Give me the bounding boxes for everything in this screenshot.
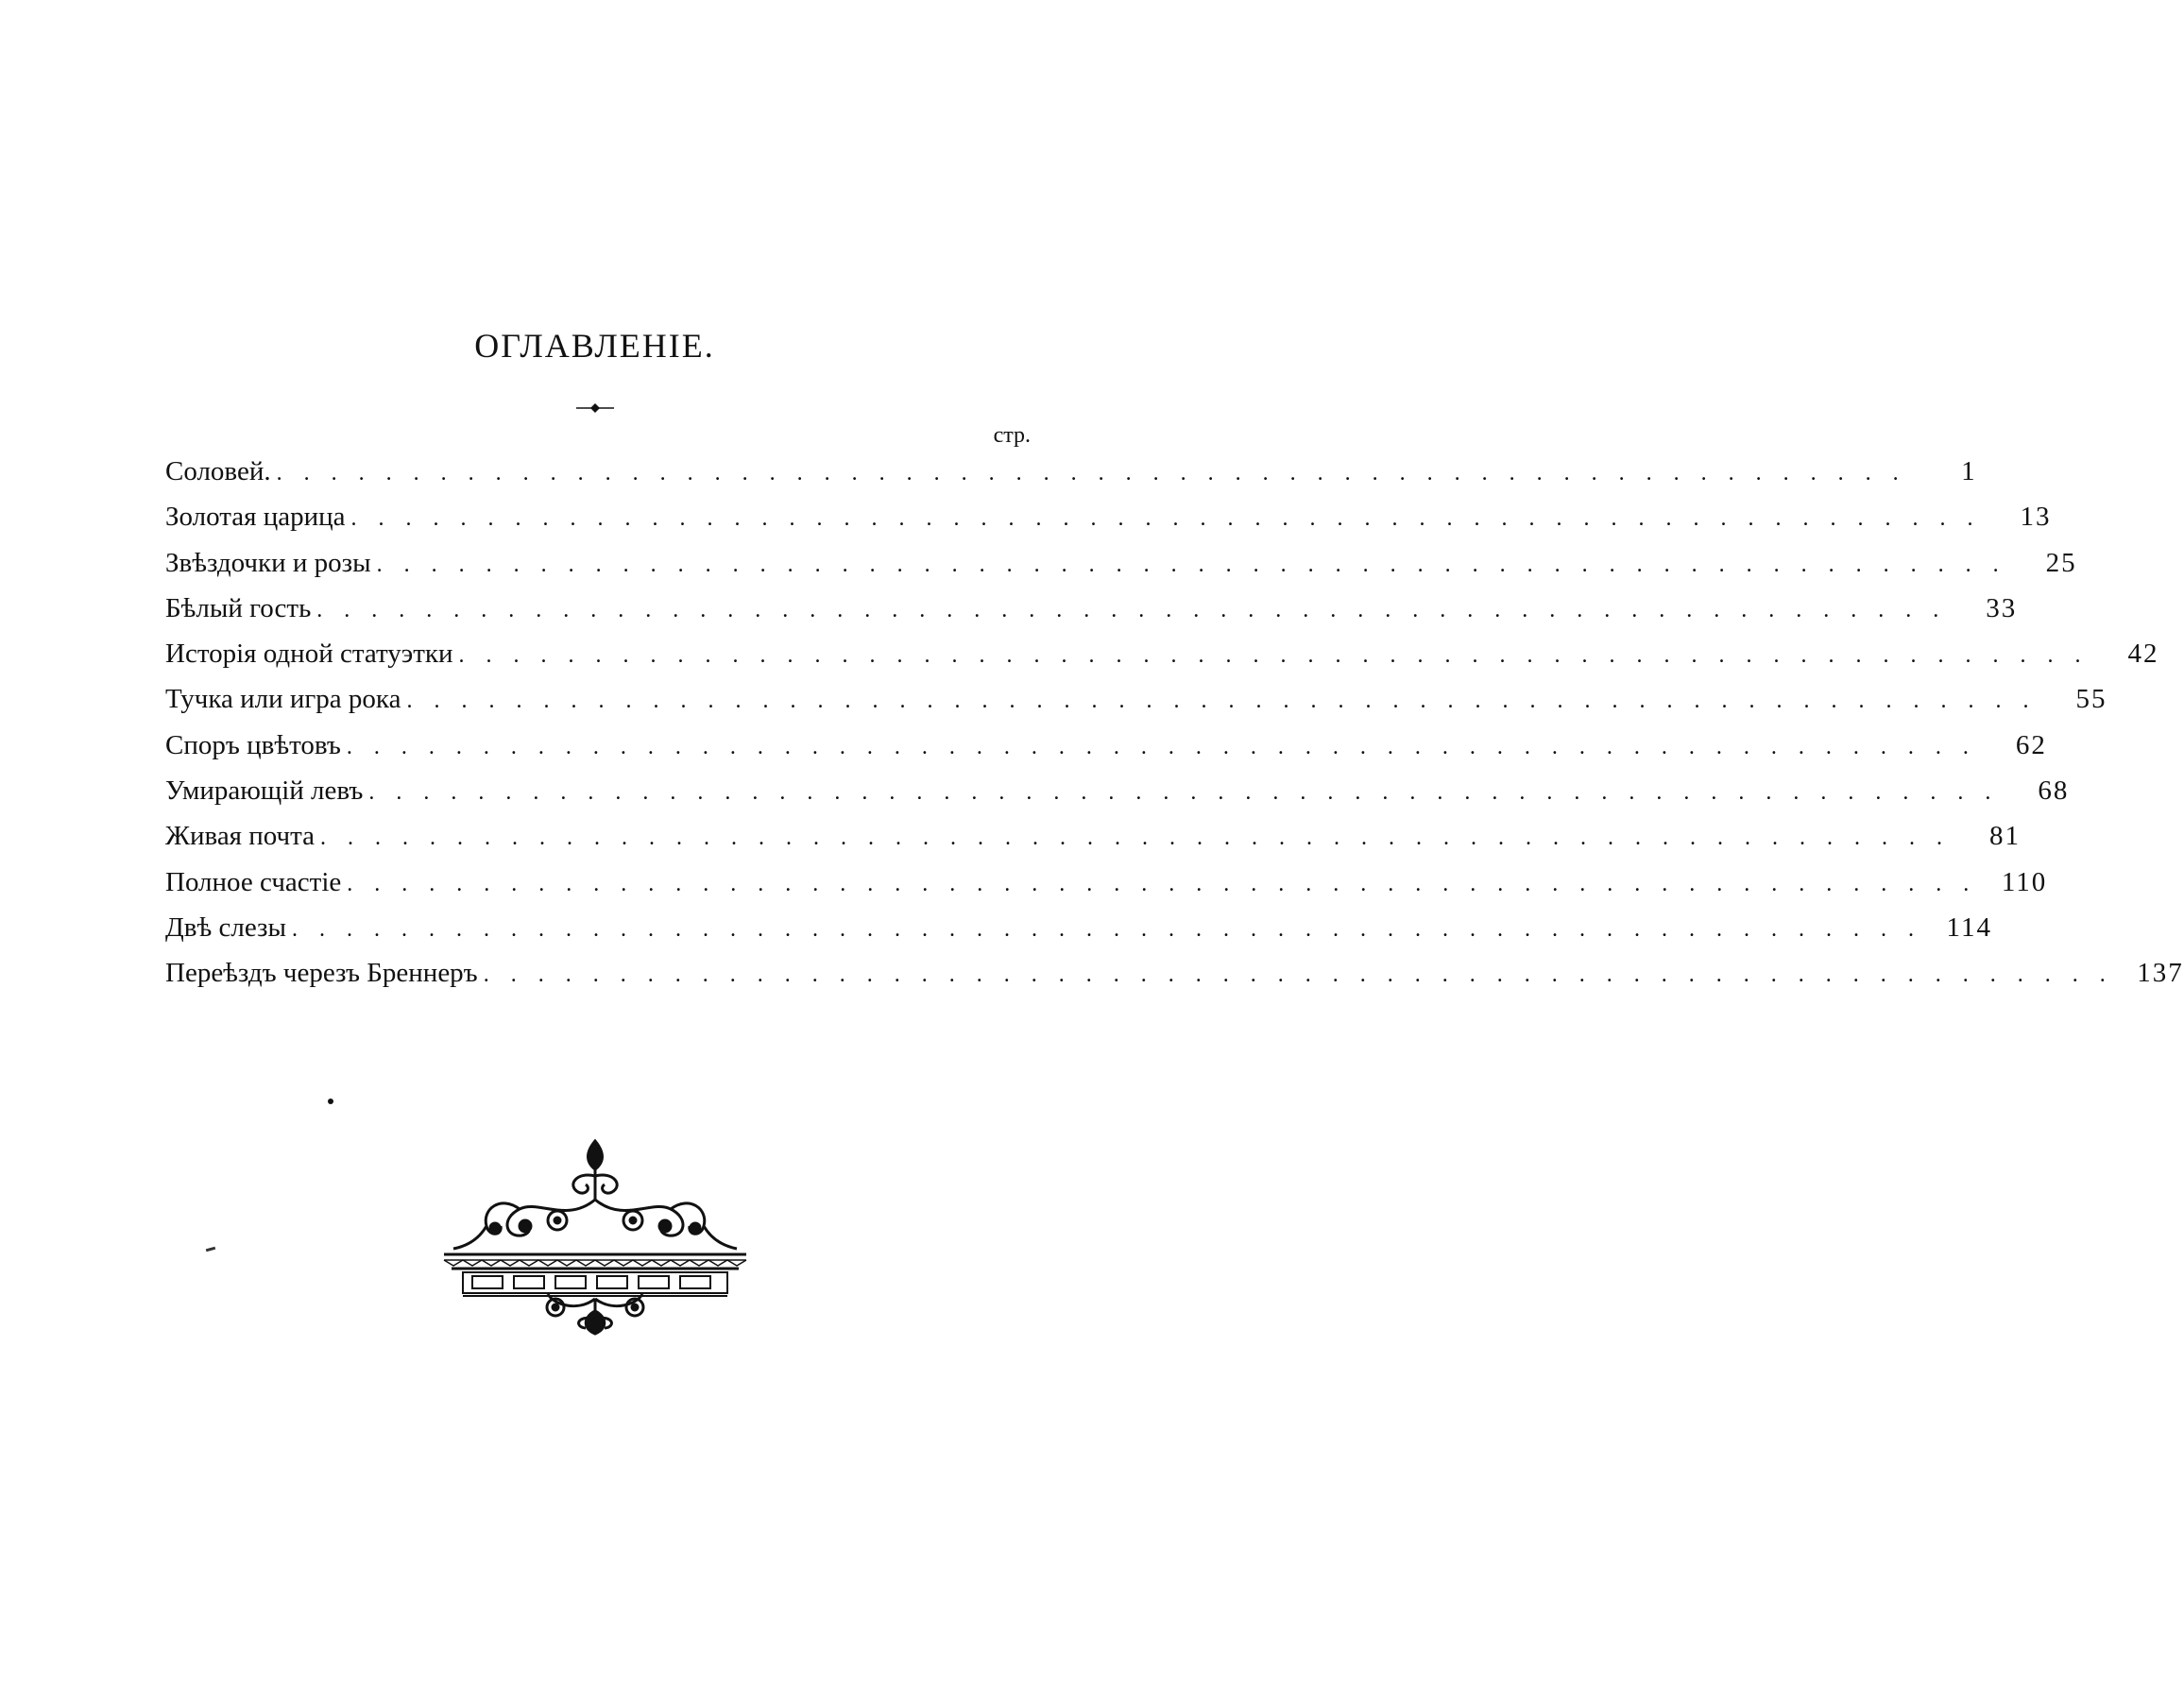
dot-leader: ............................................................ — [291, 916, 1936, 942]
toc-entry-title: Исторія одной статуэтки — [165, 639, 453, 670]
dot-leader: ............................................................ — [347, 871, 1991, 896]
page-title: ОГЛАВЛЕНІЕ. — [474, 327, 715, 365]
toc-entry-page-number: 81 — [1989, 821, 2022, 852]
toc-entry-title: Двѣ слезы — [165, 912, 286, 943]
toc-entry-title: Тучка или игра рока — [165, 684, 401, 715]
dot-leader: ............................................................ — [458, 643, 2103, 669]
toc-entry — [165, 821, 2022, 866]
table-of-contents — [165, 456, 2184, 1004]
dot-leader: ............................................................ — [320, 826, 1965, 851]
dot-leader: ............................................................ — [406, 689, 2051, 714]
dot-leader: ............................................................ — [346, 734, 1990, 759]
dot-leader: ............................................................ — [316, 597, 1961, 622]
toc-entry-title: Соловей. — [165, 456, 271, 486]
toc-entry-page-number: 62 — [2015, 729, 2047, 760]
toc-entry — [165, 958, 2184, 1003]
ink-mark — [206, 1247, 215, 1252]
dot-leader: ............................................................ — [276, 461, 1920, 486]
toc-entry-title: Звѣздочки и розы — [165, 547, 371, 578]
toc-entry-page-number: 110 — [2001, 866, 2048, 897]
toc-entry-title: Живая почта — [165, 821, 316, 852]
toc-entry — [165, 592, 2018, 639]
toc-entry-title: Золотая царица — [165, 502, 346, 533]
toc-entry — [165, 912, 1992, 958]
diamond-dash-ornament-icon — [576, 402, 614, 414]
toc-entry-page-number: 114 — [1946, 912, 1992, 943]
toc-entry — [165, 684, 2107, 729]
toc-entry — [165, 639, 2159, 684]
toc-entry-page-number: 25 — [2045, 547, 2077, 578]
toc-entry — [165, 729, 2047, 775]
toc-entry — [165, 456, 1977, 502]
toc-entry-title: Переѣздъ черезъ Бреннеръ — [165, 958, 478, 989]
toc-entry — [165, 866, 2048, 912]
toc-entry-page-number: 55 — [2075, 684, 2107, 715]
toc-entry-page-number: 1 — [1961, 456, 1977, 486]
toc-entry — [165, 547, 2077, 593]
toc-entry — [165, 502, 2052, 547]
dot-leader: ............................................................ — [350, 506, 1995, 532]
ink-speck — [328, 1099, 333, 1104]
dot-leader: ............................................................ — [376, 552, 2021, 577]
dot-leader: ............................................................ — [483, 963, 2127, 988]
toc-entry-page-number: 137 — [2137, 958, 2184, 989]
toc-entry-title: Умирающій левъ — [165, 775, 364, 807]
page-column-label: стр. — [993, 423, 1031, 448]
toc-entry-page-number: 33 — [1986, 592, 2018, 623]
toc-entry-page-number: 68 — [2038, 775, 2070, 807]
toc-entry-title: Бѣлый гость — [165, 592, 312, 623]
toc-entry-page-number: 42 — [2127, 639, 2159, 670]
toc-entry-page-number: 13 — [2020, 502, 2052, 533]
toc-entry — [165, 775, 2070, 821]
floral-vignette-icon — [444, 1133, 746, 1337]
toc-entry-title: Полное счастіе — [165, 866, 342, 897]
dot-leader: ............................................................ — [368, 780, 2013, 806]
toc-entry-title: Споръ цвѣтовъ — [165, 729, 341, 760]
